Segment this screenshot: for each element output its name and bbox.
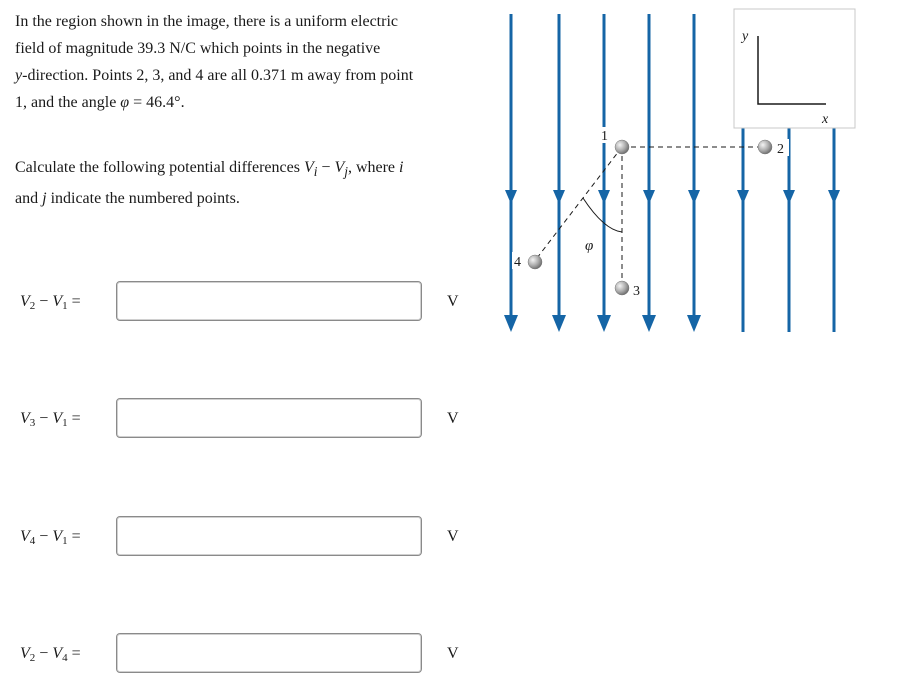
arrow-head-icon (597, 315, 611, 332)
answer-unit: V (447, 645, 459, 662)
axis-y-label: y (742, 29, 749, 44)
answer-input-v2-v1[interactable] (116, 281, 422, 321)
problem-line-2: field of magnitude 39.3 N/C which points in the negative (15, 40, 381, 57)
answer-row-v2-v1 (0, 281, 480, 325)
point-3-ball (615, 281, 629, 295)
answer-label: $V_2 - V_4$ = (20, 645, 81, 664)
answer-unit: V (447, 293, 459, 310)
arrow-head-icon (783, 190, 795, 204)
problem-line-3: y-direction. Points 2, 3, and 4 are all 0.371 m away from point (15, 67, 414, 84)
axis-x-label: x (822, 112, 829, 127)
answer-row-v2-v4 (0, 633, 480, 677)
arrow-head-icon (737, 190, 749, 204)
electric-field-diagram (500, 0, 860, 345)
point-2-label: 2 (777, 142, 784, 157)
arrow-head-icon (643, 190, 655, 204)
question-statement (15, 154, 485, 212)
arrow-head-icon (687, 315, 701, 332)
answer-label: $V_2 - V_1$ = (20, 293, 81, 312)
dashed-line-1-to-4 (537, 147, 622, 258)
angle-phi-label: φ (585, 238, 594, 254)
arrow-head-icon (552, 315, 566, 332)
point-4-ball (528, 255, 542, 269)
point-1-label: 1 (601, 129, 608, 144)
point-2-ball (758, 140, 772, 154)
axis-inset-box (734, 9, 855, 128)
problem-statement (15, 8, 485, 116)
problem-line-4: 1, and the angle φ = 46.4°. (15, 94, 185, 111)
problem-line-1: In the region shown in the image, there is a uniform electric (15, 13, 398, 30)
answer-input-v3-v1[interactable] (116, 398, 422, 438)
answer-unit: V (447, 410, 459, 427)
question-line-1: Calculate the following potential differences $V_i - V_j$, where i (15, 159, 404, 180)
answer-input-v2-v4[interactable] (116, 633, 422, 673)
arrow-head-icon (688, 190, 700, 204)
answer-input-v4-v1[interactable] (116, 516, 422, 556)
answer-row-v3-v1 (0, 398, 480, 442)
point-3-label: 3 (633, 284, 640, 299)
point-4-label: 4 (514, 255, 521, 270)
answer-label: $V_4 - V_1$ = (20, 528, 81, 547)
arrow-head-icon (505, 190, 517, 204)
field-arrow-heads-mid (505, 190, 840, 204)
point-1-ball (615, 140, 629, 154)
arrow-head-icon (828, 190, 840, 204)
question-line-2: and j indicate the numbered points. (15, 190, 240, 208)
field-arrow-heads-bottom (504, 315, 701, 332)
arrow-head-icon (504, 315, 518, 332)
answer-unit: V (447, 528, 459, 545)
answer-row-v4-v1 (0, 516, 480, 560)
answer-label: $V_3 - V_1$ = (20, 410, 81, 429)
arrow-head-icon (598, 190, 610, 204)
arrow-head-icon (642, 315, 656, 332)
arrow-head-icon (553, 190, 565, 204)
